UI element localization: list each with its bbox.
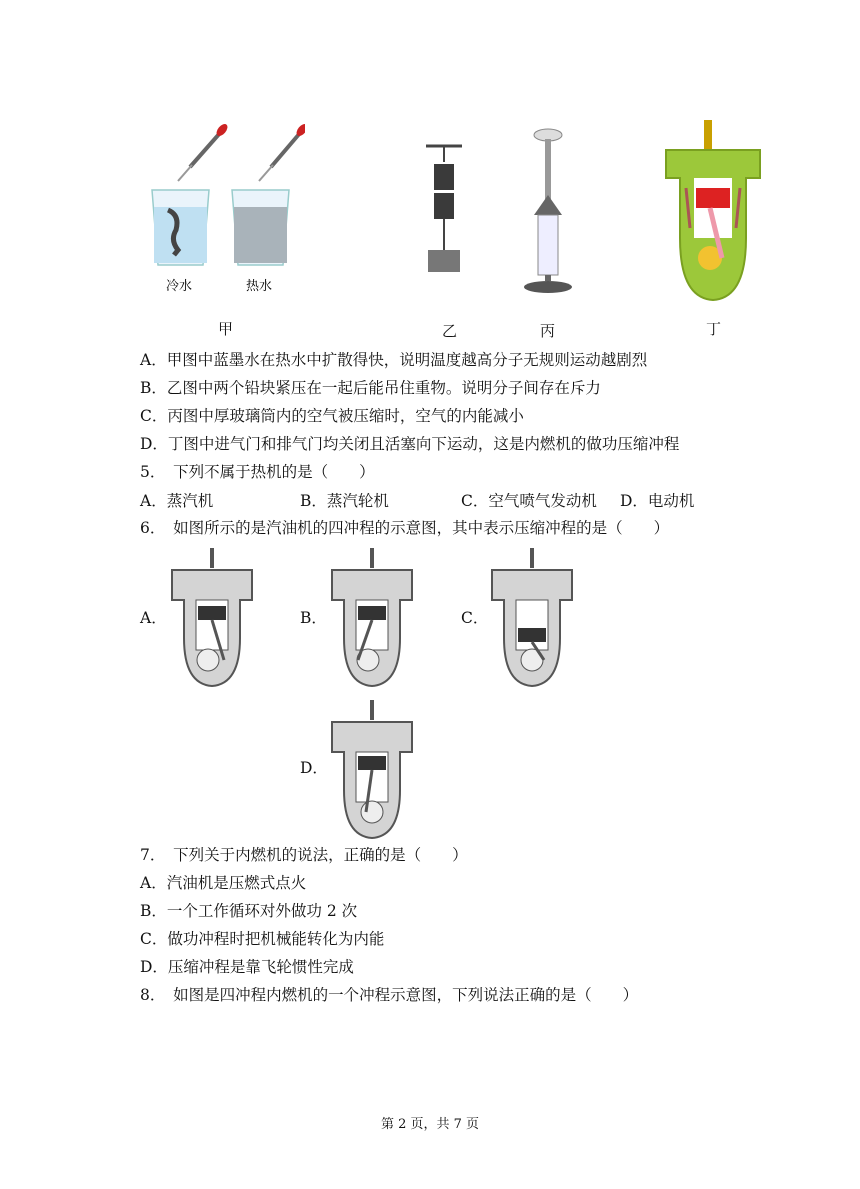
caption-ding: 丁 xyxy=(706,320,722,338)
q4-option-a: A．甲图中蓝墨水在热水中扩散得快，说明温度越高分子无规则运动越剧烈 xyxy=(140,351,648,369)
caption-yi: 乙 xyxy=(442,322,458,340)
q7-option-b: B．一个工作循环对外做功 2 次 xyxy=(140,902,358,920)
q6-stem: 6． 如图所示的是汽油机的四冲程的示意图，其中表示压缩冲程的是（ ） xyxy=(140,519,670,537)
figure-yi-lead-blocks xyxy=(418,140,468,280)
engine-diagram-b xyxy=(328,548,418,688)
caption-jia: 甲 xyxy=(218,320,234,338)
q4-option-d: D．丁图中进气门和排气门均关闭且活塞向下运动，这是内燃机的做功压缩冲程 xyxy=(140,435,680,453)
page-footer: 第 2 页，共 7 页 xyxy=(380,1117,480,1132)
q7-option-a: A．汽油机是压燃式点火 xyxy=(140,874,307,892)
figure-bing-glass-tube xyxy=(520,125,575,300)
q6-label-c: C． xyxy=(461,609,489,627)
q7-option-c: C．做功冲程时把机械能转化为内能 xyxy=(140,930,385,948)
q5-stem: 5． 下列不属于热机的是（ ） xyxy=(140,463,375,481)
engine-diagram-d xyxy=(328,700,418,840)
figure-ding-engine xyxy=(660,118,770,308)
q6-label-a: A． xyxy=(140,609,167,627)
q5-option-c: C．空气喷气发动机 xyxy=(461,492,597,510)
engine-diagram-a xyxy=(168,548,258,688)
q8-stem: 8． 如图是四冲程内燃机的一个冲程示意图，下列说法正确的是（ ） xyxy=(140,986,639,1004)
q7-option-d: D．压缩冲程是靠飞轮惯性完成 xyxy=(140,958,354,976)
q6-label-d: D． xyxy=(300,759,328,777)
q7-stem: 7． 下列关于内燃机的说法，正确的是（ ） xyxy=(140,846,468,864)
q5-option-b: B．蒸汽轮机 xyxy=(300,492,389,510)
q5-option-d: D．电动机 xyxy=(620,492,695,510)
q6-label-b: B． xyxy=(300,609,327,627)
engine-diagram-c xyxy=(488,548,578,688)
caption-bing: 丙 xyxy=(540,322,556,340)
q5-option-a: A．蒸汽机 xyxy=(140,492,214,510)
q4-option-c: C．丙图中厚玻璃筒内的空气被压缩时，空气的内能减小 xyxy=(140,407,524,425)
figure-jia-beakers xyxy=(140,115,305,310)
beaker-label-cold: 冷水 xyxy=(166,279,193,294)
beaker-label-hot: 热水 xyxy=(246,279,273,294)
q4-option-b: B．乙图中两个铅块紧压在一起后能吊住重物。说明分子间存在斥力 xyxy=(140,379,601,397)
